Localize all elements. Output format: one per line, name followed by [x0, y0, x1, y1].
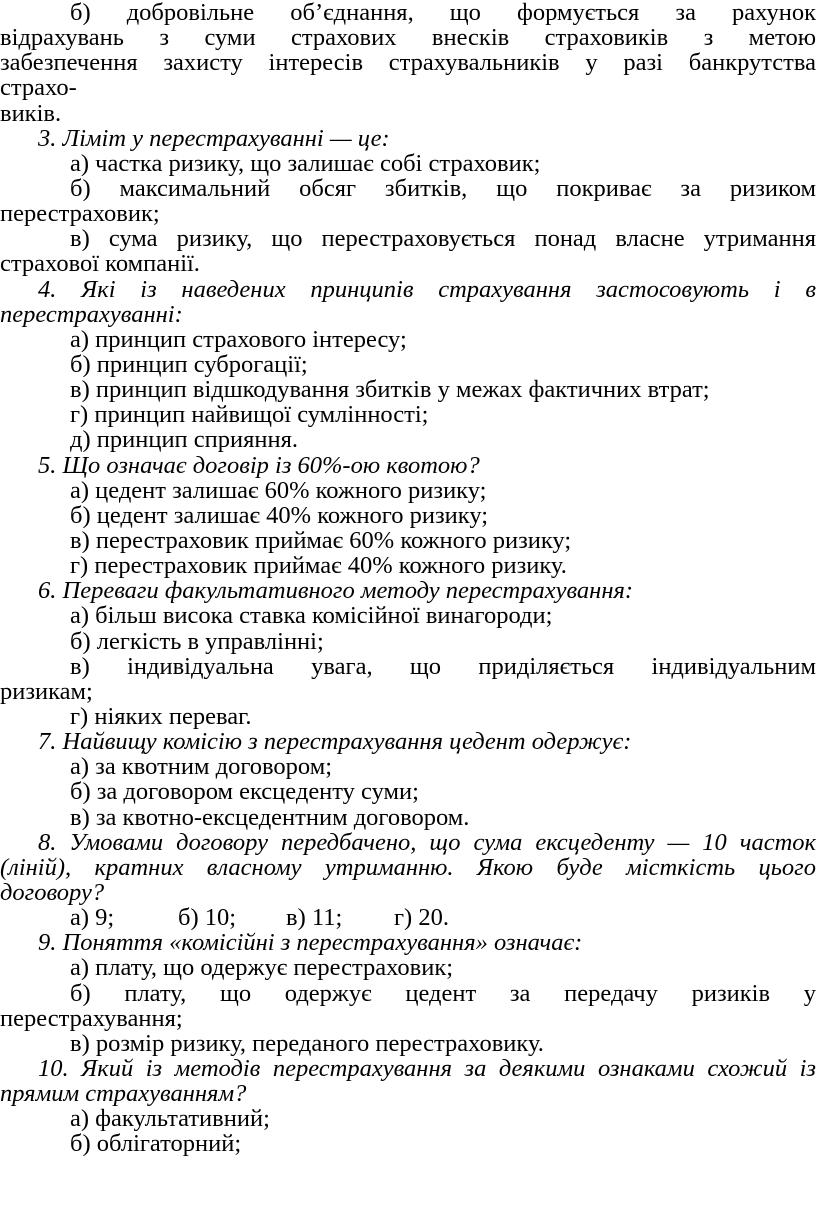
text-line: відрахувань з суми страхових внесків страховиків з метою — [0, 25, 816, 50]
answer-option: б) плату, що одержує цедент за передачу ризиків у — [70, 981, 816, 1006]
answer-option: в) індивідуальна увага, що приділяється індивідуальним — [70, 654, 816, 679]
answer-option: б) облігаторний; — [70, 1131, 242, 1156]
answer-option: б) 10; — [178, 905, 237, 930]
answer-option: в) за квотно-ексцедентним договором. — [70, 805, 470, 830]
answer-option: а) плату, що одержує перестраховик; — [70, 955, 454, 980]
answer-option: в) принцип відшкодування збитків у межах фактичних втрат; — [70, 377, 710, 402]
text-line: прямим страхуванням? — [0, 1081, 247, 1106]
text-line: виків. — [0, 101, 62, 126]
answer-option: а) принцип страхового інтересу; — [70, 327, 407, 352]
answer-option: а) факультативний; — [70, 1106, 270, 1131]
answer-option: б) максимальний обсяг збитків, що покриває за ризиком — [70, 176, 816, 201]
question-6: 6. Переваги факультативного методу перестрахування: — [38, 578, 634, 603]
question-10: 10. Який із методів перестрахування за деякими ознаками схожий із — [38, 1056, 816, 1081]
question-4: 4. Які із наведених принципів страхування застосовують і в — [38, 277, 816, 302]
answer-option: б) за договором ексцеденту суми; — [70, 779, 419, 804]
question-8: 8. Умовами договору передбачено, що сума ексцеденту — 10 часток — [38, 830, 816, 855]
answer-option: г) принцип найвищої сумлінності; — [70, 402, 429, 427]
answer-option: г) перестраховик приймає 40% кожного ризику. — [70, 553, 567, 578]
text-line: страхо- — [0, 75, 77, 100]
answer-option: в) 11; — [286, 905, 343, 930]
question-5: 5. Що означає договір із 60%-ою квотою? — [38, 453, 480, 478]
answer-option: а) за квотним договором; — [70, 754, 333, 779]
question-9: 9. Поняття «комісійні з перестрахування» означає: — [38, 930, 583, 955]
question-3: 3. Ліміт у перестрахуванні — це: — [38, 126, 390, 151]
text-line: страхової компанії. — [0, 251, 200, 276]
answer-option: б) принцип суброгації; — [70, 352, 308, 377]
answer-option: г) ніяких переваг. — [70, 704, 252, 729]
answer-option: б) легкість в управлінні; — [70, 629, 324, 654]
text-line: перестрахуванні: — [0, 302, 183, 327]
answer-option: в) перестраховик приймає 60% кожного ризику; — [70, 528, 572, 553]
answer-option: д) принцип сприяння. — [70, 427, 299, 452]
answer-option: а) 9; — [70, 905, 115, 930]
text-line: договору? — [0, 880, 105, 905]
text-line: (ліній), кратних власному утриманню. Якою буде місткість цього — [0, 855, 816, 880]
text-line: забезпечення захисту інтересів страхувальників у разі банкрутства — [0, 50, 816, 75]
answer-options-row — [0, 905, 816, 930]
answer-option: а) частка ризику, що залишає собі страховик; — [70, 151, 541, 176]
answer-option: в) сума ризику, що перестраховується понад власне утримання — [70, 226, 816, 251]
answer-option: в) розмір ризику, переданого перестраховику. — [70, 1031, 544, 1056]
text-line: перестраховик; — [0, 201, 160, 226]
question-7: 7. Найвищу комісію з перестрахування цедент одержує: — [38, 729, 632, 754]
text-line: перестрахування; — [0, 1006, 183, 1031]
answer-option: а) більш висока ставка комісійної винагороди; — [70, 603, 553, 628]
answer-option: г) 20. — [394, 905, 449, 930]
answer-option: а) цедент залишає 60% кожного ризику; — [70, 478, 487, 503]
text-line: ризикам; — [0, 679, 93, 704]
answer-option: б) цедент залишає 40% кожного ризику; — [70, 503, 489, 528]
text-line: б) добровільне об’єднання, що формується за рахунок — [70, 0, 816, 25]
